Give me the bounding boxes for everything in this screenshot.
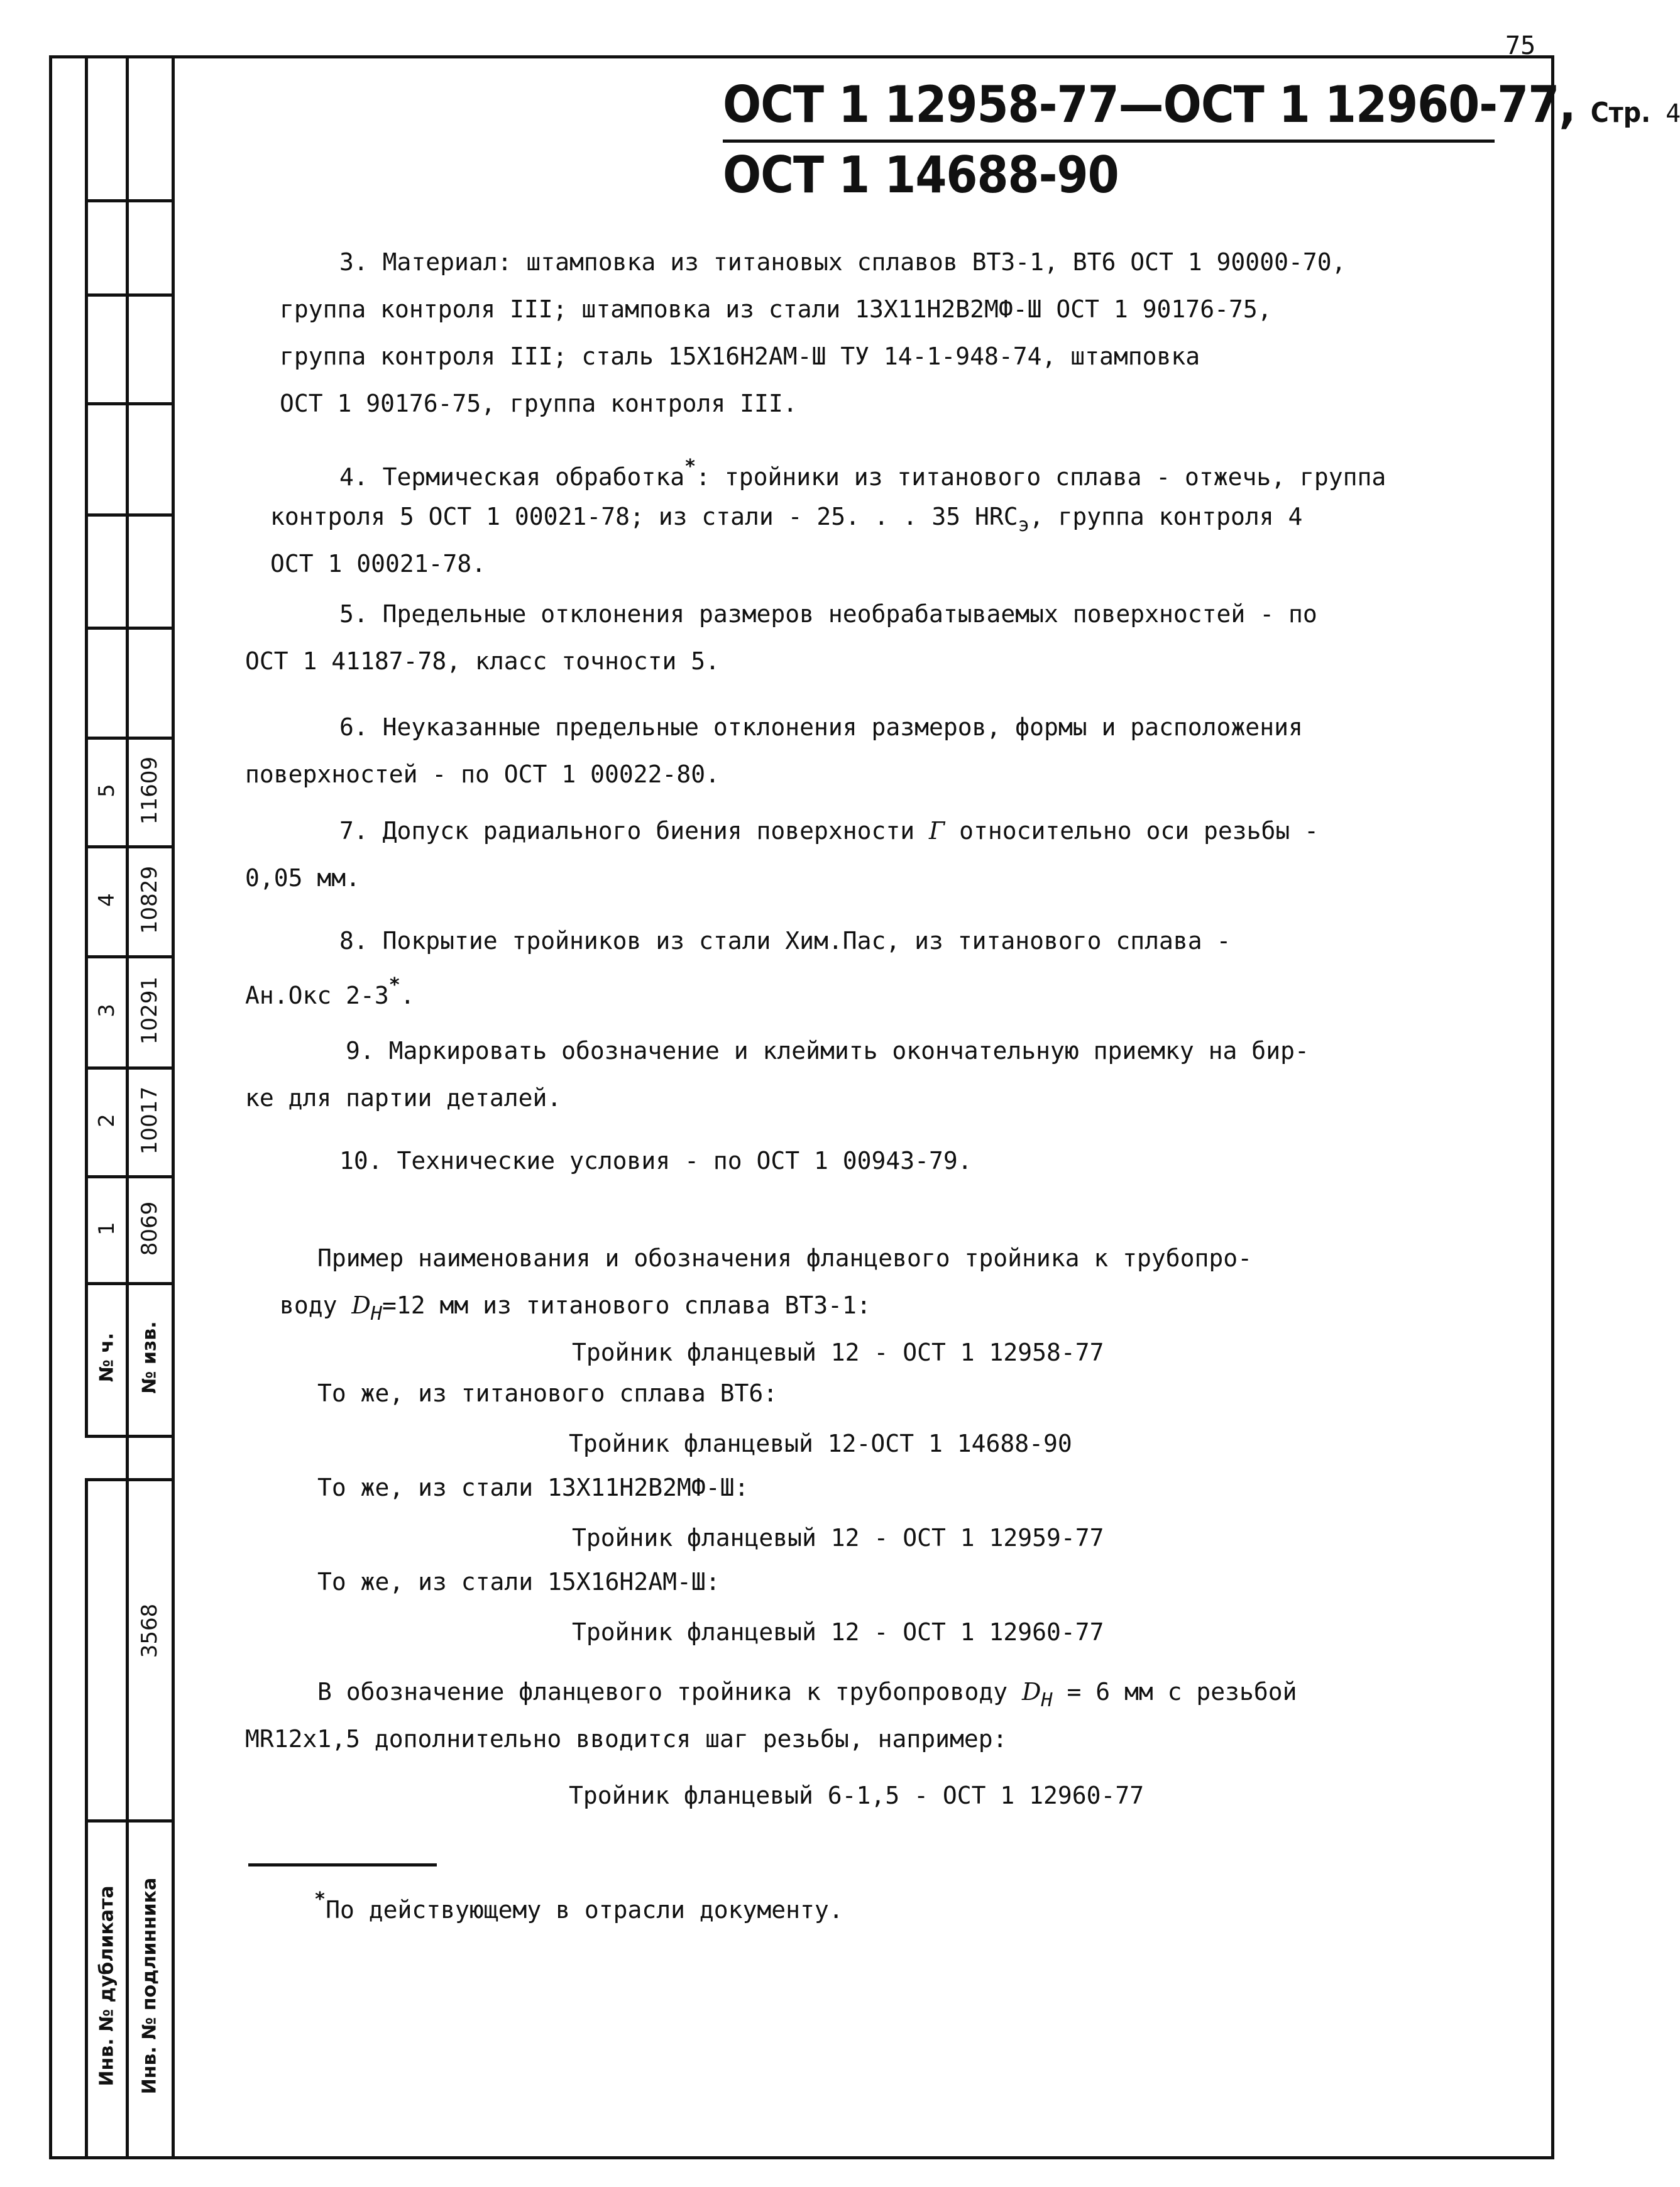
page-number: 75: [1505, 31, 1536, 60]
example-text-2: То же, из титанового сплава ВТ6:: [317, 1379, 778, 1407]
req7-line2: 0,05 мм.: [245, 864, 361, 892]
example-intro-line1: Пример наименования и обозначения фланцевого тройника к трубопро-: [317, 1244, 1253, 1272]
req8-line2: Ан.Окс 2-3*.: [245, 974, 415, 1009]
header-line2: ОСТ 1 14688-90: [723, 146, 1119, 204]
example-designation-2: Тройник фланцевый 12-ОСТ 1 14688-90: [569, 1430, 1072, 1457]
footnote-divider: [248, 1863, 437, 1866]
doc-number: 10291: [137, 976, 162, 1045]
req7-line1: 7. Допуск радиального биения поверхности Г относительно оси резьбы -: [339, 817, 1319, 845]
req9-line1: 9. Маркировать обозначение и клеймить окончательную приемку на бир-: [346, 1037, 1309, 1065]
change-number: 4: [94, 893, 119, 907]
change-number: 3: [94, 1004, 119, 1017]
req3-line3: группа контроля III; сталь 15Х16Н2АМ-Ш ТУ 14-1-948-74, штамповка: [280, 343, 1200, 370]
req8-line1: 8. Покрытие тройников из стали Хим.Пас, из титанового сплава -: [339, 927, 1231, 955]
req6-line2: поверхностей - по ОСТ 1 00022-80.: [245, 760, 720, 788]
inventory-number: 3568: [137, 1603, 162, 1658]
example-designation-4: Тройник фланцевый 12 - ОСТ 1 12960-77: [572, 1618, 1104, 1646]
original-inventory-label: Инв. № подлинника: [138, 1877, 161, 2095]
req4-line3: ОСТ 1 00021-78.: [270, 550, 486, 578]
example-text-3: То же, из стали 13Х11Н2В2МФ-Ш:: [317, 1474, 749, 1501]
change-label: № ч.: [96, 1332, 118, 1383]
duplicate-inventory-label: Инв. № дубликата: [96, 1885, 118, 2086]
example-designation-3: Тройник фланцевый 12 - ОСТ 1 12959-77: [572, 1524, 1104, 1552]
change-number: 5: [94, 784, 119, 798]
header-divider: [723, 140, 1495, 143]
page-label: Стр.: [1590, 97, 1651, 129]
req6-line1: 6. Неуказанные предельные отклонения размеров, формы и расположения: [339, 713, 1303, 741]
req10-line1: 10. Технические условия - по ОСТ 1 00943-79.: [339, 1147, 972, 1175]
change-number: 1: [94, 1222, 119, 1236]
change-number: 2: [94, 1114, 119, 1127]
req4-line2: контроля 5 ОСТ 1 00021-78; из стали - 25. . . 35 $HRC_э$, группа контроля 4: [270, 503, 1303, 536]
req5-line1: 5. Предельные отклонения размеров необрабатываемых поверхностей - по: [339, 600, 1317, 628]
req3-line4: ОСТ 1 90176-75, группа контроля III.: [280, 390, 798, 417]
example-text-4: То же, из стали 15Х16Н2АМ-Ш:: [317, 1568, 720, 1596]
footnote: *По действующему в отрасли документу.: [314, 1888, 843, 1924]
example-designation-1: Тройник фланцевый 12 - ОСТ 1 12958-77: [572, 1339, 1104, 1366]
example-note-line2: MR12x1,5 дополнительно вводится шаг резьбы, например:: [245, 1725, 1007, 1753]
doc-number: 10829: [137, 865, 162, 935]
header-line1: [723, 75, 1680, 134]
req9-line2: ке для партии деталей.: [245, 1084, 562, 1112]
doc-number: 10017: [137, 1086, 162, 1155]
doc-label: № изв.: [138, 1321, 161, 1394]
standard-numbers: ОСТ 1 12958-77—ОСТ 1 12960-77,: [723, 75, 1576, 134]
example-designation-5: Тройник фланцевый 6-1,5 - ОСТ 1 12960-77: [569, 1782, 1145, 1809]
doc-number: 11609: [137, 756, 162, 825]
req3-line1: 3. Материал: штамповка из титановых сплавов ВТ3-1, ВТ6 ОСТ 1 90000-70,: [339, 248, 1346, 276]
req4-line1: 4. Термическая обработка*: тройники из титанового сплава - отжечь, группа: [339, 456, 1386, 491]
example-intro-line2: воду $D_Н=12$ мм из титанового сплава ВТ3-1:: [280, 1291, 871, 1325]
page-value: 4: [1666, 99, 1680, 128]
req3-line2: группа контроля III; штамповка из стали 13Х11Н2В2МФ-Ш ОСТ 1 90176-75,: [280, 295, 1272, 323]
example-note-line1: В обозначение фланцевого тройника к трубопроводу $D_Н = 6$ мм с резьбой: [317, 1678, 1297, 1711]
doc-number: 8069: [137, 1201, 162, 1256]
req5-line2: ОСТ 1 41187-78, класс точности 5.: [245, 647, 720, 675]
